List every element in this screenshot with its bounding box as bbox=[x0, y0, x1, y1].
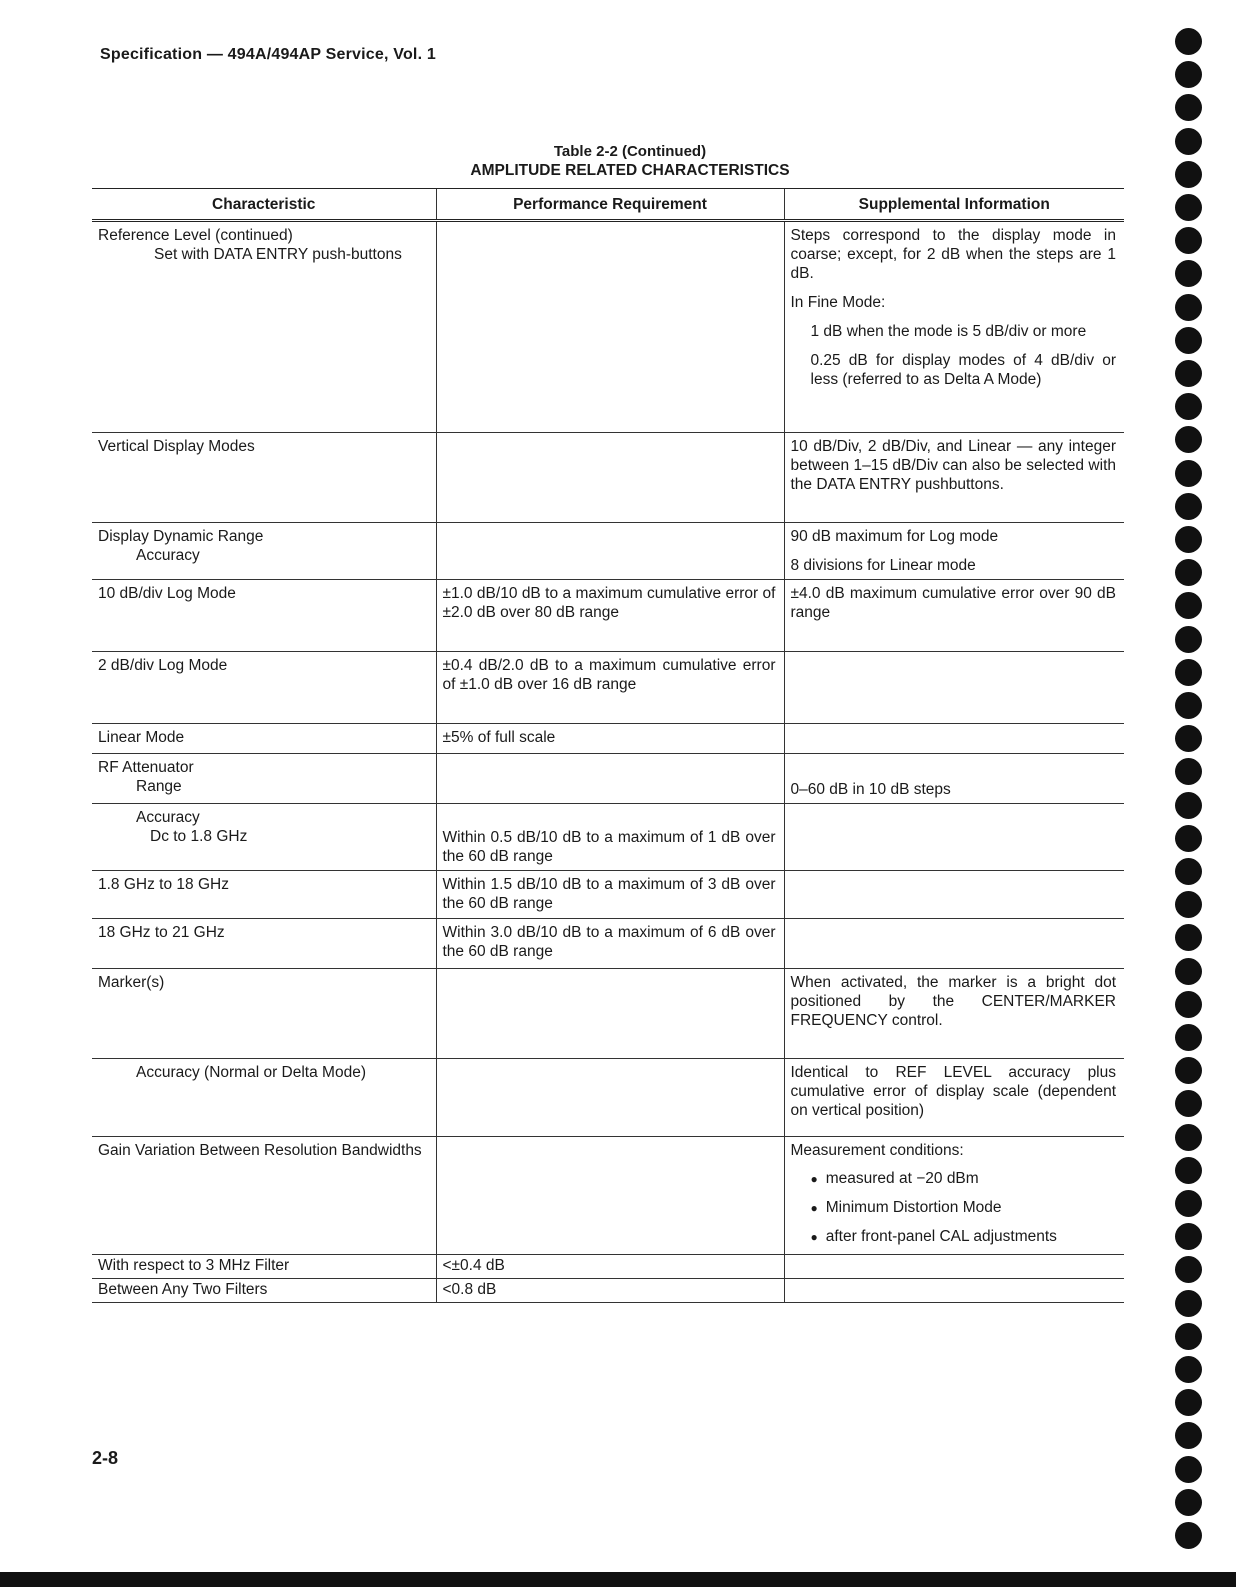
table-row bbox=[92, 1137, 1124, 1255]
column-header-performance: Performance Requirement bbox=[436, 189, 784, 221]
binder-hole-icon bbox=[1175, 260, 1202, 287]
supplemental-text: 8 divisions for Linear mode bbox=[790, 557, 976, 574]
binder-hole-icon bbox=[1175, 1290, 1202, 1317]
supplemental-cell: ±4.0 dB maximum cumulative error over 90 dB range bbox=[784, 580, 1124, 652]
characteristic-cell: Linear Mode bbox=[92, 724, 436, 754]
supplemental-cell bbox=[784, 1279, 1124, 1303]
performance-cell bbox=[436, 754, 784, 804]
performance-cell bbox=[436, 1137, 784, 1255]
table-row bbox=[92, 724, 1124, 754]
supplemental-text: 0–60 dB in 10 dB steps bbox=[790, 781, 951, 798]
supplemental-cell bbox=[784, 724, 1124, 754]
supplemental-cell bbox=[784, 1255, 1124, 1279]
supplemental-cell bbox=[784, 804, 1124, 871]
binder-hole-icon bbox=[1175, 626, 1202, 653]
binder-hole-icon bbox=[1175, 858, 1202, 885]
binder-hole-icon bbox=[1175, 61, 1202, 88]
characteristic-cell: With respect to 3 MHz Filter bbox=[92, 1255, 436, 1279]
bullet-text: Minimum Distortion Mode bbox=[825, 1199, 1002, 1216]
binder-hole-icon bbox=[1175, 1090, 1202, 1117]
binder-hole-icon bbox=[1175, 128, 1202, 155]
performance-cell: ±0.4 dB/2.0 dB to a maximum cumulative error of ±1.0 dB over 16 dB range bbox=[436, 652, 784, 724]
performance-cell bbox=[436, 221, 784, 433]
binder-hole-icon bbox=[1175, 692, 1202, 719]
characteristic-text: RF Attenuator bbox=[98, 759, 194, 776]
binder-hole-icon bbox=[1175, 360, 1202, 387]
table-row bbox=[92, 1255, 1124, 1279]
characteristic-cell: Vertical Display Modes bbox=[92, 433, 436, 523]
bullet-icon: ● bbox=[810, 1201, 818, 1215]
bullet-item bbox=[791, 1169, 1117, 1189]
binder-holes bbox=[1172, 28, 1212, 1576]
performance-cell: ±5% of full scale bbox=[436, 724, 784, 754]
table-row bbox=[92, 652, 1124, 724]
supplemental-cell bbox=[784, 652, 1124, 724]
binder-hole-icon bbox=[1175, 1522, 1202, 1549]
binder-hole-icon bbox=[1175, 1157, 1202, 1184]
table-row bbox=[92, 221, 1124, 433]
characteristic-text: Reference Level (continued) bbox=[98, 227, 293, 244]
characteristic-cell bbox=[92, 804, 436, 871]
binder-hole-icon bbox=[1175, 559, 1202, 586]
binder-hole-icon bbox=[1175, 194, 1202, 221]
characteristic-cell: 1.8 GHz to 18 GHz bbox=[92, 871, 436, 919]
characteristic-text: Accuracy bbox=[136, 809, 200, 826]
supplemental-cell bbox=[784, 871, 1124, 919]
characteristic-cell bbox=[92, 754, 436, 804]
binder-hole-icon bbox=[1175, 1256, 1202, 1283]
binder-hole-icon bbox=[1175, 460, 1202, 487]
table-row bbox=[92, 433, 1124, 523]
binder-hole-icon bbox=[1175, 393, 1202, 420]
binder-hole-icon bbox=[1175, 1489, 1202, 1516]
page-header: Specification — 494A/494AP Service, Vol. 1 bbox=[100, 46, 436, 63]
characteristic-subtext: Range bbox=[136, 778, 182, 795]
table-row bbox=[92, 871, 1124, 919]
performance-cell: Within 1.5 dB/10 dB to a maximum of 3 dB over the 60 dB range bbox=[436, 871, 784, 919]
binder-hole-icon bbox=[1175, 1223, 1202, 1250]
binder-hole-icon bbox=[1175, 924, 1202, 951]
bullet-text: after front-panel CAL adjustments bbox=[825, 1228, 1057, 1245]
table-row bbox=[92, 1059, 1124, 1137]
binder-hole-icon bbox=[1175, 1422, 1202, 1449]
binder-hole-icon bbox=[1175, 426, 1202, 453]
table-header-row bbox=[92, 189, 1124, 221]
binder-hole-icon bbox=[1175, 891, 1202, 918]
binder-hole-icon bbox=[1175, 327, 1202, 354]
supplemental-text: Steps correspond to the display mode in coarse; except, for 2 dB when the steps are 1 dB. bbox=[790, 227, 1116, 282]
binder-hole-icon bbox=[1175, 294, 1202, 321]
supplemental-cell: 10 dB/Div, 2 dB/Div, and Linear — any integer between 1–15 dB/Div can also be selected with the DATA ENTRY pushbuttons. bbox=[784, 433, 1124, 523]
page-number: 2-8 bbox=[92, 1448, 119, 1468]
supplemental-cell bbox=[784, 1137, 1124, 1255]
binder-hole-icon bbox=[1175, 825, 1202, 852]
supplemental-text: 90 dB maximum for Log mode bbox=[790, 528, 999, 545]
characteristic-subtext: Accuracy bbox=[136, 547, 200, 564]
table-title: Table 2-2 (Continued) bbox=[553, 143, 707, 160]
performance-cell: Within 3.0 dB/10 dB to a maximum of 6 dB over the 60 dB range bbox=[436, 919, 784, 969]
supplemental-cell bbox=[784, 221, 1124, 433]
binder-hole-icon bbox=[1175, 958, 1202, 985]
characteristic-cell: Gain Variation Between Resolution Bandwidths bbox=[92, 1137, 436, 1255]
table-row bbox=[92, 804, 1124, 871]
performance-cell: <±0.4 dB bbox=[436, 1255, 784, 1279]
characteristic-text: Display Dynamic Range bbox=[98, 528, 264, 545]
binder-hole-icon bbox=[1175, 161, 1202, 188]
performance-cell: <0.8 dB bbox=[436, 1279, 784, 1303]
supplemental-cell: When activated, the marker is a bright dot positioned by the CENTER/MARKER FREQUENCY control. bbox=[784, 969, 1124, 1059]
characteristic-cell: 10 dB/div Log Mode bbox=[92, 580, 436, 652]
bullet-item bbox=[791, 1227, 1117, 1247]
supplemental-cell bbox=[784, 919, 1124, 969]
characteristic-cell bbox=[92, 221, 436, 433]
table-title-block bbox=[380, 142, 880, 180]
binder-hole-icon bbox=[1175, 1024, 1202, 1051]
binder-hole-icon bbox=[1175, 28, 1202, 55]
characteristic-cell: 2 dB/div Log Mode bbox=[92, 652, 436, 724]
table-row bbox=[92, 754, 1124, 804]
performance-cell bbox=[436, 433, 784, 523]
characteristic-cell: 18 GHz to 21 GHz bbox=[92, 919, 436, 969]
supplemental-text: Measurement conditions: bbox=[790, 1142, 964, 1159]
binder-hole-icon bbox=[1175, 792, 1202, 819]
supplemental-text: In Fine Mode: bbox=[790, 294, 886, 311]
binder-hole-icon bbox=[1175, 758, 1202, 785]
performance-cell bbox=[436, 523, 784, 580]
binder-hole-icon bbox=[1175, 659, 1202, 686]
column-header-supplemental: Supplemental Information bbox=[784, 189, 1124, 221]
table-row bbox=[92, 969, 1124, 1059]
table-row bbox=[92, 580, 1124, 652]
supplemental-cell: Identical to REF LEVEL accuracy plus cumulative error of display scale (dependent on vertical position) bbox=[784, 1059, 1124, 1137]
bullet-text: measured at −20 dBm bbox=[825, 1170, 979, 1187]
performance-cell: ±1.0 dB/10 dB to a maximum cumulative error of ±2.0 dB over 80 dB range bbox=[436, 580, 784, 652]
characteristic-cell bbox=[92, 1059, 436, 1137]
binder-hole-icon bbox=[1175, 1389, 1202, 1416]
binder-hole-icon bbox=[1175, 493, 1202, 520]
binder-hole-icon bbox=[1175, 94, 1202, 121]
binder-hole-icon bbox=[1175, 1323, 1202, 1350]
characteristic-cell: Between Any Two Filters bbox=[92, 1279, 436, 1303]
supplemental-cell bbox=[784, 754, 1124, 804]
binder-hole-icon bbox=[1175, 1124, 1202, 1151]
bullet-icon: ● bbox=[810, 1230, 818, 1244]
binder-hole-icon bbox=[1175, 227, 1202, 254]
table-subtitle: AMPLITUDE RELATED CHARACTERISTICS bbox=[470, 162, 790, 179]
performance-text: Within 0.5 dB/10 dB to a maximum of 1 dB over the 60 dB range bbox=[442, 829, 776, 865]
scan-edge-bar bbox=[0, 1572, 1236, 1587]
characteristic-subtext: Dc to 1.8 GHz bbox=[150, 828, 248, 845]
performance-cell bbox=[436, 1059, 784, 1137]
table-row bbox=[92, 1279, 1124, 1303]
binder-hole-icon bbox=[1175, 1190, 1202, 1217]
performance-cell bbox=[436, 969, 784, 1059]
performance-cell bbox=[436, 804, 784, 871]
column-header-characteristic: Characteristic bbox=[92, 189, 436, 221]
binder-hole-icon bbox=[1175, 1356, 1202, 1383]
amplitude-characteristics-table bbox=[92, 188, 1124, 1303]
table-row bbox=[92, 523, 1124, 580]
bullet-item bbox=[791, 1198, 1117, 1218]
characteristic-subtext: Set with DATA ENTRY push-buttons bbox=[154, 246, 402, 263]
bullet-icon: ● bbox=[810, 1172, 818, 1186]
supplemental-text: 0.25 dB for display modes of 4 dB/div or less (referred to as Delta A Mode) bbox=[810, 352, 1116, 388]
binder-hole-icon bbox=[1175, 991, 1202, 1018]
characteristic-text: Accuracy (Normal or Delta Mode) bbox=[136, 1064, 366, 1081]
binder-hole-icon bbox=[1175, 592, 1202, 619]
supplemental-cell bbox=[784, 523, 1124, 580]
binder-hole-icon bbox=[1175, 1456, 1202, 1483]
characteristic-cell bbox=[92, 523, 436, 580]
supplemental-text: 1 dB when the mode is 5 dB/div or more bbox=[810, 323, 1087, 340]
binder-hole-icon bbox=[1175, 1057, 1202, 1084]
characteristic-cell: Marker(s) bbox=[92, 969, 436, 1059]
table-row bbox=[92, 919, 1124, 969]
binder-hole-icon bbox=[1175, 526, 1202, 553]
binder-hole-icon bbox=[1175, 725, 1202, 752]
